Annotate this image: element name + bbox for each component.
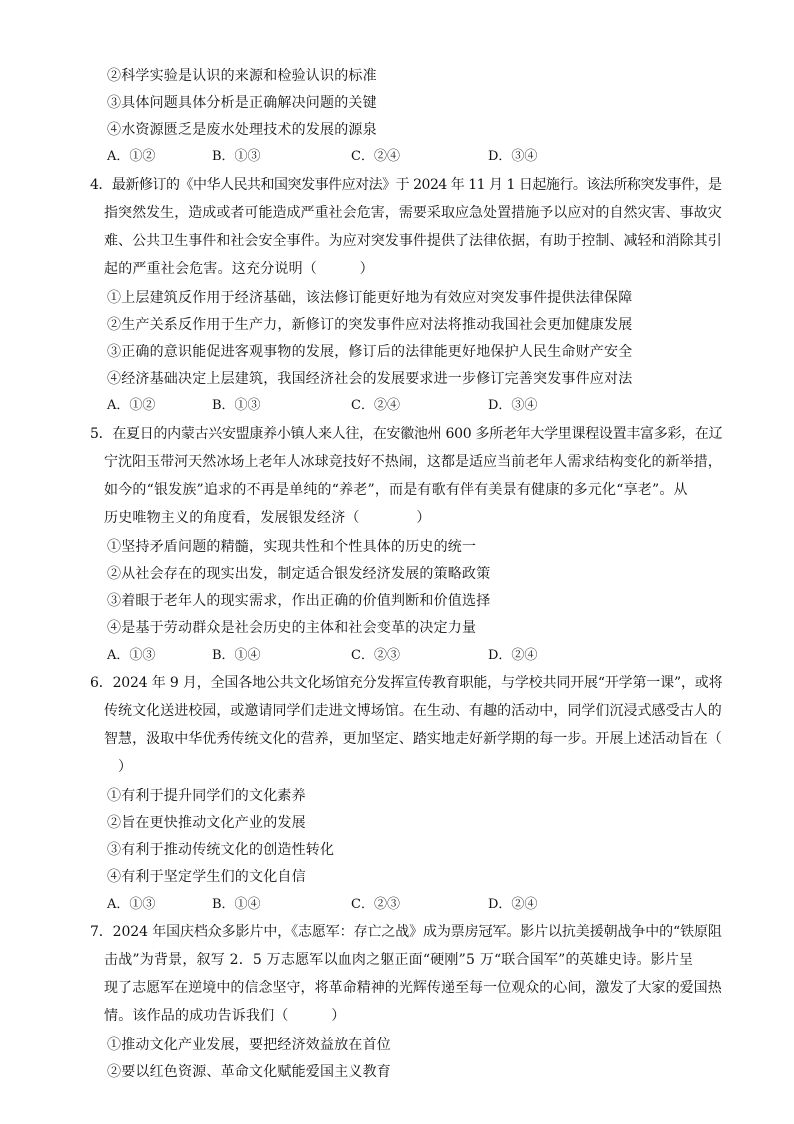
q6-option-d: D．②④ [488, 897, 538, 912]
q5-item-3: ③着眼于老年人的现实需求，作出正确的价值判断和价值选择 [107, 593, 491, 609]
q6-stem-line-3: 智慧，汲取中华优秀传统文化的营养，更加坚定、踏实地走好新学期的每一步。开展上述活动旨在（ [104, 731, 722, 747]
q4-item-4: ④经济基础决定上层建筑，我国经济社会的发展要求进一步修订完善突发事件应对法 [107, 371, 633, 387]
q3-option-b: B．①③ [212, 149, 261, 164]
q4-stem-line-2: 指突然发生，造成或者可能造成严重社会危害，需要采取应急处置措施予以应对的自然灾害、事故灾 [104, 205, 722, 221]
q4-stem-line-4: 起的严重社会危害。这充分说明（ ） [104, 261, 374, 277]
q3-item-2: ②科学实验是认识的来源和检验认识的标准 [107, 68, 377, 84]
q6-option-c: C．②③ [351, 897, 400, 912]
q7-stem-line-2: 击战”为背景，叙写 2．5 万志愿军以血肉之躯正面“硬刚”5 万“联合国军”的英雄史诗。影片呈 [104, 952, 694, 968]
q6-stem-line-4: ） [118, 759, 133, 775]
q3-item-3: ③具体问题具体分析是正确解决问题的关键 [107, 95, 377, 111]
q6-option-a: A．①③ [107, 897, 156, 912]
q4-option-a: A．①② [107, 398, 156, 413]
q5-stem-line-3: 如今的“银发族”追求的不再是单纯的“养老”，而是有歌有伴有美景有健康的多元化“享老”。从 [104, 482, 688, 498]
q3-option-d: D．③④ [488, 149, 538, 164]
q4-stem-line-3: 难、公共卫生事件和社会安全事件。为应对突发事件提供了法律依据，有助于控制、减轻和消除其引 [104, 233, 722, 249]
q4-option-b: B．①③ [212, 398, 261, 413]
q4-item-3: ③正确的意识能促进客观事物的发展，修订后的法律能更好地保护人民生命财产安全 [107, 344, 633, 360]
q7-stem-line-4: 情。该作品的成功告诉我们（ ） [104, 1008, 346, 1024]
q3-option-a: A．①② [107, 149, 156, 164]
q5-item-4: ④是基于劳动群众是社会历史的主体和社会变革的决定力量 [107, 620, 477, 636]
q5-option-c: C．②③ [351, 648, 400, 663]
q7-stem-line-1: 7．2024 年国庆档众多影片中，《志愿军：存亡之战》成为票房冠军。影片以抗美援朝战争中的“铁原阻 [90, 924, 722, 940]
q6-stem-line-2: 传统文化送进校园，或邀请同学们走进文博场馆。在生动、有趣的活动中，同学们沉浸式感受古人的 [104, 703, 722, 719]
q6-item-2: ②旨在更快推动文化产业的发展 [107, 815, 306, 831]
q5-item-2: ②从社会存在的现实出发，制定适合银发经济发展的策略政策 [107, 566, 491, 582]
q6-stem-line-1: 6．2024 年 9 月，全国各地公共文化场馆充分发挥宣传教育职能，与学校共同开展“开学第一课”，或将 [90, 675, 723, 691]
q4-item-1: ①上层建筑反作用于经济基础，该法修订能更好地为有效应对突发事件提供法律保障 [107, 290, 633, 306]
q7-item-1: ①推动文化产业发展，要把经济效益放在首位 [107, 1037, 391, 1053]
q6-item-3: ③有利于推动传统文化的创造性转化 [107, 842, 335, 858]
q6-item-1: ①有利于提升同学们的文化素养 [107, 788, 306, 804]
q5-stem-line-1: 5．在夏日的内蒙古兴安盟康养小镇人来人往，在安徽池州 600 多所老年大学里课程设置丰富多彩，在辽 [90, 426, 723, 442]
q4-option-d: D．③④ [488, 398, 538, 413]
q7-item-2: ②要以红色资源、革命文化赋能爱国主义教育 [107, 1064, 391, 1080]
q3-item-4: ④水资源匮乏是废水处理技术的发展的源泉 [107, 122, 377, 138]
q3-option-c: C．②④ [351, 149, 400, 164]
q5-item-1: ①坚持矛盾问题的精髓，实现共性和个性具体的历史的统一 [107, 539, 477, 555]
q5-stem-line-4: 历史唯物主义的角度看，发展银发经济（ ） [104, 510, 431, 526]
q5-stem-line-2: 宁沈阳玉带河天然冰场上老年人冰球竞技好不热闹，这都是适应当前老年人需求结构变化的新举措， [104, 454, 722, 470]
q5-option-b: B．①④ [212, 648, 261, 663]
q5-option-d: D．②④ [488, 648, 538, 663]
q6-item-4: ④有利于坚定学生们的文化自信 [107, 869, 306, 885]
q5-option-a: A．①③ [107, 648, 156, 663]
q4-item-2: ②生产关系反作用于生产力，新修订的突发事件应对法将推动我国社会更加健康发展 [107, 317, 633, 333]
q4-stem-line-1: 4．最新修订的《中华人民共和国突发事件应对法》于 2024 年 11 月 1 日起施行。该法所称突发事件，是 [90, 177, 722, 193]
q4-option-c: C．②④ [351, 398, 400, 413]
q6-option-b: B．①④ [212, 897, 261, 912]
q7-stem-line-3: 现了志愿军在逆境中的信念坚守，将革命精神的光辉传递至每一位观众的心间，激发了大家的爱国热 [104, 980, 722, 996]
